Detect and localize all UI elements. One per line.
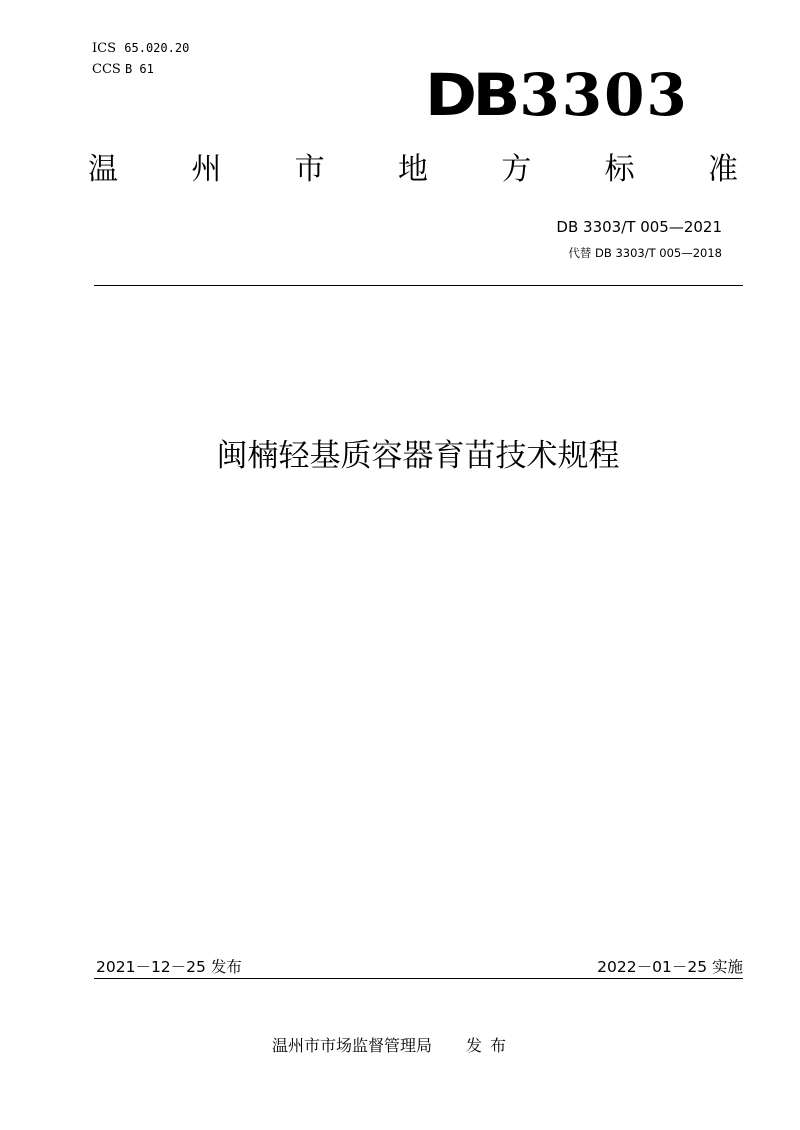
ics-code: 65.020.20 (124, 41, 190, 55)
db-logo-prefix: DB (425, 61, 517, 129)
standard-number: DB 3303/T 005—2021 (556, 218, 722, 236)
issuer-organization: 温州市市场监督管理局 (272, 1036, 433, 1055)
db-logo-number: 3303 (519, 61, 689, 129)
publish-date: 2021－12－25 发布 (96, 958, 242, 976)
replaces-standard: 代替 DB 3303/T 005—2018 (568, 246, 722, 260)
standard-type-char: 准 (707, 152, 738, 187)
issuer-action: 发布 (466, 1036, 515, 1055)
ccs-line (92, 59, 189, 80)
standard-type-char: 方 (501, 152, 532, 187)
ics-label: ICS (92, 41, 116, 56)
standard-type-char: 温 (88, 152, 118, 187)
top-divider (94, 285, 743, 286)
standard-type-char: 地 (397, 152, 428, 187)
ccs-label: CCS (92, 62, 121, 77)
standard-type-char: 市 (294, 152, 325, 187)
standard-type-char: 州 (191, 152, 222, 187)
standard-type-heading (88, 150, 738, 190)
classification-block (92, 38, 189, 80)
ics-line (92, 38, 189, 59)
document-title: 闽楠轻基质容器育苗技术规程 (216, 438, 620, 474)
bottom-divider (94, 978, 743, 979)
db-logo (425, 61, 689, 129)
standard-type-char: 标 (604, 152, 635, 187)
ccs-code: B 61 (124, 62, 154, 76)
issuer-line (272, 1033, 514, 1056)
implement-date: 2022－01－25 实施 (597, 958, 743, 976)
